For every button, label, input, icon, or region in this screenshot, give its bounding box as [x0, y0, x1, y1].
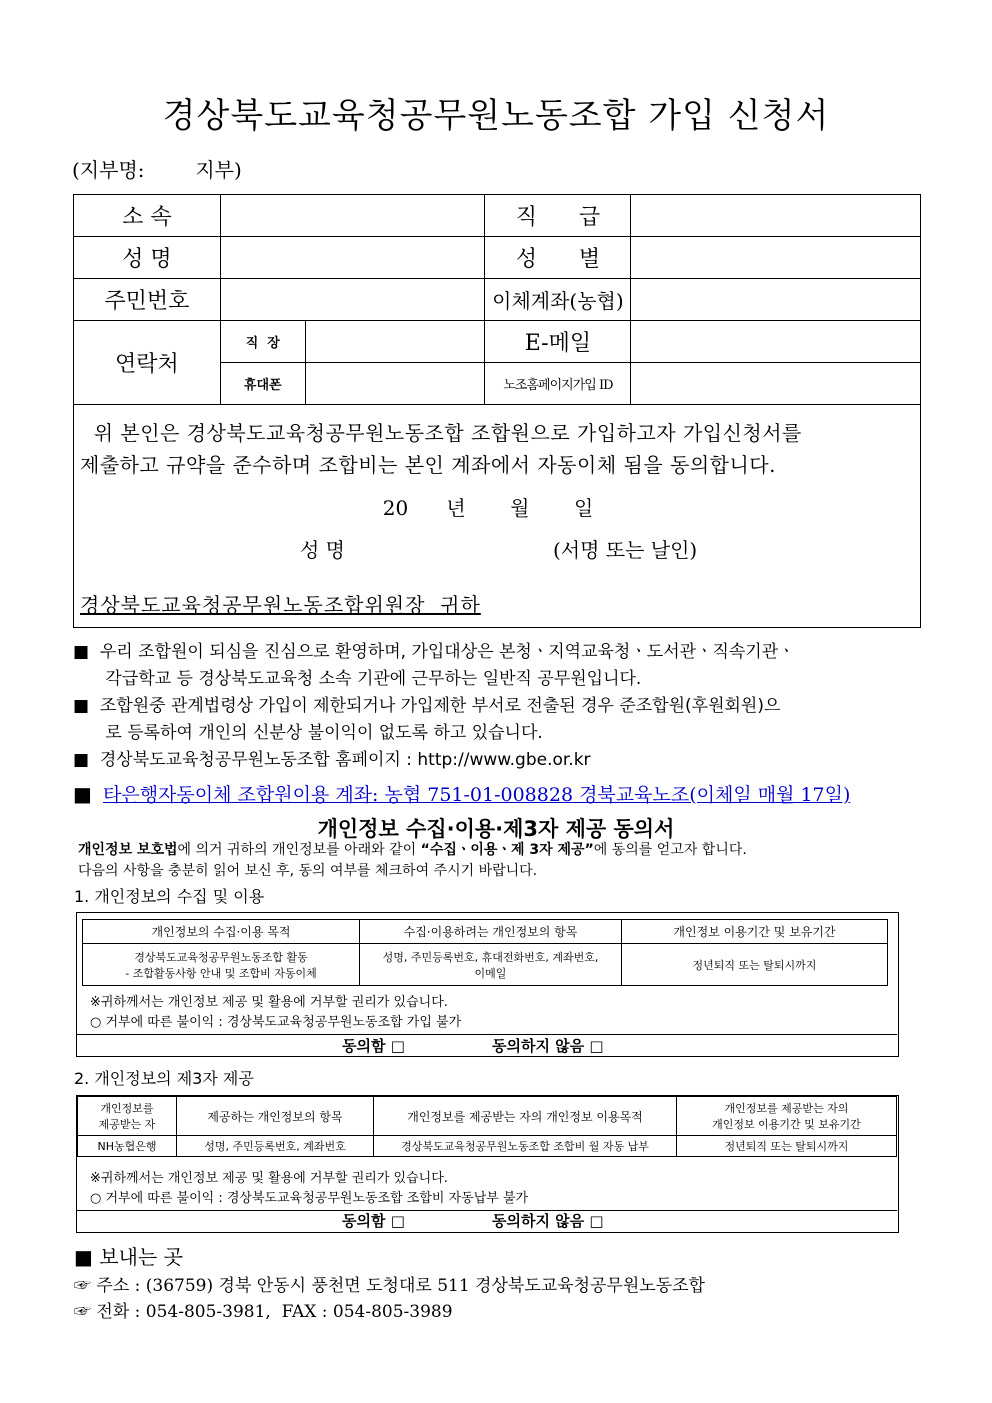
note-item: 각급학교 등 경상북도교육청 소속 기관에 근무하는 일반직 공무원입니다.	[73, 669, 642, 689]
sec1-notes: ※귀하께서는 개인정보 제공 및 활용에 거부할 권리가 있습니다. ○ 거부에 따른 불이익 : 경상북도교육청공무원노동조합 가입 불가	[90, 995, 462, 1030]
addressee: 경상북도교육청공무원노동조합위원장 귀하	[80, 593, 481, 617]
work-phone-field[interactable]	[305, 321, 485, 363]
sign-name-label: 성 명	[300, 538, 345, 562]
gender-field[interactable]	[631, 237, 921, 279]
section2-title: 2. 개인정보의 제3자 제공	[74, 1069, 254, 1088]
sec2-header-items: 제공하는 개인정보의 항목	[177, 1097, 374, 1136]
sec1-cell-purpose: 경상북도교육청공무원노동조합 활동 - 조합활동사항 안내 및 조합비 자동이체	[83, 944, 360, 986]
name-field[interactable]	[220, 237, 485, 279]
work-phone-label: 직 장	[220, 321, 305, 363]
sec1-cell-period: 정년퇴직 또는 탈퇴시까지	[622, 944, 888, 986]
name-label: 성 명	[74, 237, 221, 279]
gender-label: 성 별	[485, 237, 631, 279]
sec1-header-purpose: 개인정보의 수집·이용 목적	[83, 920, 360, 944]
sec2-cell-recipient: NH농협은행	[78, 1136, 177, 1157]
sec2-header-period: 개인정보를 제공받는 자의 개인정보 이용기간 및 보유기간	[677, 1097, 897, 1136]
sec1-header-items: 수집·이용하려는 개인정보의 항목	[360, 920, 622, 944]
union-id-field[interactable]	[631, 363, 921, 405]
sec2-disagree-checkbox[interactable]: 동의하지 않음 □	[492, 1212, 604, 1230]
transfer-account-field[interactable]	[631, 279, 921, 321]
email-label: E-메일	[485, 321, 631, 363]
account-note	[73, 780, 933, 807]
account-note-link[interactable]: 타은행자동이체 조합원이용 계좌: 농협 751-01-008828 경북교육노조(이체일 매월 17일)	[103, 784, 851, 806]
sec1-agree-checkbox[interactable]: 동의함 □	[342, 1037, 405, 1055]
send-phone: ☞ 전화 : 054-805-3981, FAX : 054-805-3989	[74, 1302, 453, 1322]
email-field[interactable]	[631, 321, 921, 363]
resident-no-field[interactable]	[220, 279, 485, 321]
consent-intro: 개인정보 보호법에 의거 귀하의 개인정보를 아래와 같이 “수집ㆍ이용ㆍ제 3자 제공”에 동의를 얻고자 합니다. 다음의 사항을 충분히 읽어 보신 후, 동의 여부를 체크하여 주시기 바랍니다.	[78, 842, 747, 879]
rank-label: 직 급	[485, 195, 631, 237]
send-title: ■ 보내는 곳	[74, 1245, 183, 1269]
sec2-header-recipient: 개인정보를 제공받는 자	[78, 1097, 177, 1136]
sec2-cell-items: 성명, 주민등록번호, 계좌번호	[177, 1136, 374, 1157]
notes-list	[73, 639, 933, 774]
declaration-text: 위 본인은 경상북도교육청공무원노동조합 조합원으로 가입하고자 가입신청서를 제출하고 규약을 준수하며 조합비는 본인 계좌에서 자동이체 됨을 동의합니다.	[80, 421, 802, 477]
sec1-disagree-checkbox[interactable]: 동의하지 않음 □	[492, 1037, 604, 1055]
page-title: 경상북도교육청공무원노동조합 가입 신청서	[162, 96, 830, 136]
section2-table	[77, 1096, 897, 1157]
union-id-label: 노조홈페이지가입 ID	[485, 363, 631, 405]
send-address: ☞ 주소 : (36759) 경북 안동시 풍천면 도청대로 511 경상북도교육청공무원노동조합	[74, 1276, 705, 1296]
mobile-field[interactable]	[305, 363, 485, 405]
application-form-table	[73, 194, 921, 405]
resident-no-label: 주민번호	[74, 279, 221, 321]
consent-title: 개인정보 수집·이용·제3자 제공 동의서	[317, 817, 675, 841]
sec2-divider	[76, 1210, 897, 1211]
sec2-cell-purpose: 경상북도교육청공무원노동조합 조합비 월 자동 납부	[374, 1136, 677, 1157]
affiliation-field[interactable]	[220, 195, 485, 237]
note-item: ■ 우리 조합원이 되심을 진심으로 환영하며, 가입대상은 본청ㆍ지역교육청ㆍ도서관ㆍ직속기관ㆍ	[73, 642, 795, 662]
sec2-agree-checkbox[interactable]: 동의함 □	[342, 1212, 405, 1230]
note-item: ■ 경상북도교육청공무원노동조합 홈페이지 : http://www.gbe.or.kr	[73, 750, 591, 770]
transfer-account-label: 이체계좌(농협)	[485, 279, 631, 321]
sec2-notes: ※귀하께서는 개인정보 제공 및 활용에 거부할 권리가 있습니다. ○ 거부에 따른 불이익 : 경상북도교육청공무원노동조합 조합비 자동납부 불가	[90, 1171, 529, 1206]
section1-title: 1. 개인정보의 수집 및 이용	[74, 887, 265, 906]
contact-label: 연락처	[74, 321, 221, 405]
rank-field[interactable]	[631, 195, 921, 237]
affiliation-label: 소 속	[74, 195, 221, 237]
mobile-label: 휴대폰	[220, 363, 305, 405]
sec1-divider	[76, 1034, 897, 1035]
branch-label: (지부명: 지부)	[72, 158, 242, 182]
sec1-cell-items: 성명, 주민등록번호, 휴대전화번호, 계좌번호, 이메일	[360, 944, 622, 986]
section1-table	[82, 919, 888, 986]
sign-note: (서명 또는 날인)	[553, 538, 698, 562]
date-line: 20 년 월 일	[382, 496, 594, 520]
note-item: 로 등록하여 개인의 신분상 불이익이 없도록 하고 있습니다.	[73, 723, 543, 743]
account-note-bullet: ■	[73, 782, 92, 806]
note-item: ■ 조합원중 관계법령상 가입이 제한되거나 가입제한 부서로 전출된 경우 준조합원(후원회원)으	[73, 696, 781, 716]
sec2-cell-period: 정년퇴직 또는 탈퇴시까지	[677, 1136, 897, 1157]
sec1-header-period: 개인정보 이용기간 및 보유기간	[622, 920, 888, 944]
sec2-header-purpose: 개인정보를 제공받는 자의 개인정보 이용목적	[374, 1097, 677, 1136]
